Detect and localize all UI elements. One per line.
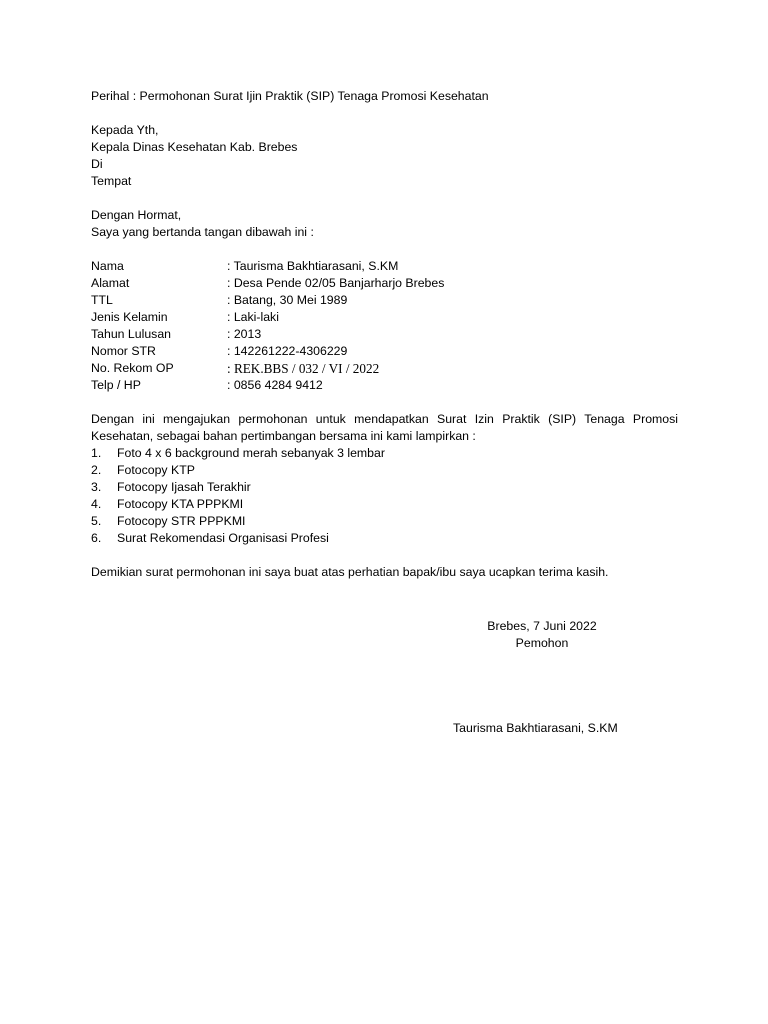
field-row-jenis-kelamin (91, 309, 678, 326)
field-label: Alamat (91, 276, 130, 290)
intro-paragraph: Dengan ini mengajukan permohonan untuk mendapatkan Surat Izin Praktik (SIP) Tenaga Promosi Kesehatan, sebagai bahan pertimbangan bersama ini kami lampirkan : (91, 412, 678, 443)
list-number: 2. (91, 463, 102, 477)
field-value: : REK.BBS / 032 / VI / 2022 (227, 361, 380, 376)
signature-block (452, 618, 632, 652)
field-row-alamat (91, 275, 678, 292)
signature-role: Pemohon (515, 636, 569, 650)
greeting-line-1: Dengan Hormat, (91, 208, 182, 222)
signature-name: Taurisma Bakhtiarasani, S.KM (453, 721, 618, 735)
list-text: Fotocopy KTP (117, 463, 195, 477)
list-text: Fotocopy KTA PPPKMI (117, 497, 244, 511)
closing-sentence: Demikian surat permohonan ini saya buat atas perhatian bapak/ibu saya ucapkan terima kasih. (91, 565, 609, 579)
list-number: 6. (91, 531, 102, 545)
recipient-line-2: Kepala Dinas Kesehatan Kab. Brebes (91, 140, 298, 154)
field-value: : 2013 (227, 327, 262, 341)
field-label: Jenis Kelamin (91, 310, 168, 324)
list-item (91, 496, 678, 513)
field-label: TTL (91, 293, 113, 307)
field-row-ttl (91, 292, 678, 309)
field-row-nomor-str (91, 343, 678, 360)
field-row-rekom-op (91, 360, 678, 377)
field-value: : 0856 4284 9412 (227, 378, 323, 392)
greeting-block (91, 207, 678, 241)
field-label: Nama (91, 259, 124, 273)
recipient-block (91, 122, 678, 190)
greeting-line-2: Saya yang bertanda tangan dibawah ini : (91, 225, 314, 239)
field-label: Telp / HP (91, 378, 141, 392)
recipient-line-1: Kepada Yth, (91, 123, 159, 137)
field-value: : 142261222-4306229 (227, 344, 348, 358)
list-item (91, 530, 678, 547)
attachment-list (91, 445, 678, 547)
letter-body (91, 88, 678, 581)
field-label: Nomor STR (91, 344, 156, 358)
signature-place-date: Brebes, 7 Juni 2022 (487, 619, 597, 633)
list-number: 5. (91, 514, 102, 528)
list-text: Fotocopy Ijasah Terakhir (117, 480, 251, 494)
field-value: : Laki-laki (227, 310, 279, 324)
list-item (91, 445, 678, 462)
list-text: Fotocopy STR PPPKMI (117, 514, 246, 528)
field-row-tahun-lulusan (91, 326, 678, 343)
field-label: No. Rekom OP (91, 361, 174, 375)
field-value: : Batang, 30 Mei 1989 (227, 293, 348, 307)
list-item (91, 462, 678, 479)
list-item (91, 479, 678, 496)
field-value: : Desa Pende 02/05 Banjarharjo Brebes (227, 276, 445, 290)
list-item (91, 513, 678, 530)
identity-fields (91, 258, 678, 394)
subject-line: Perihal : Permohonan Surat Ijin Praktik (SIP) Tenaga Promosi Kesehatan (91, 89, 489, 103)
list-text: Surat Rekomendasi Organisasi Profesi (117, 531, 329, 545)
field-value: : Taurisma Bakhtiarasani, S.KM (227, 259, 399, 273)
field-row-telp (91, 377, 678, 394)
list-number: 4. (91, 497, 102, 511)
field-row-nama (91, 258, 678, 275)
list-number: 1. (91, 446, 102, 460)
list-text: Foto 4 x 6 background merah sebanyak 3 lembar (117, 446, 385, 460)
field-label: Tahun Lulusan (91, 327, 171, 341)
recipient-line-3: Di (91, 157, 103, 171)
list-number: 3. (91, 480, 102, 494)
recipient-line-4: Tempat (91, 174, 132, 188)
